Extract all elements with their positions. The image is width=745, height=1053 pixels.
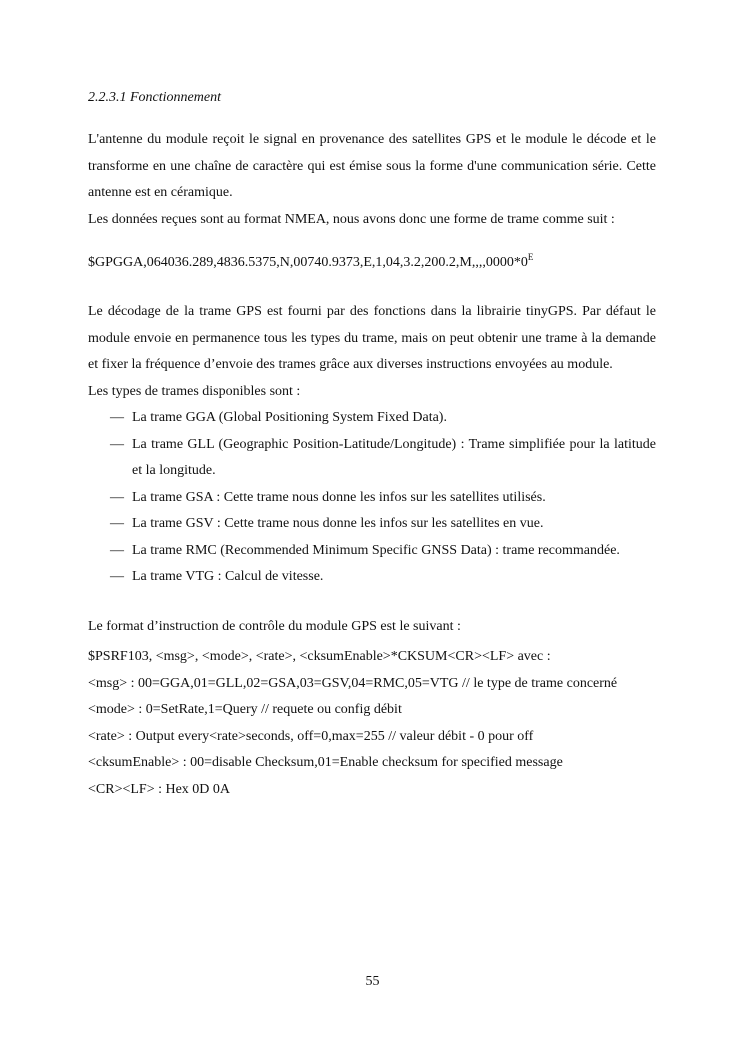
dash-bullet-icon: — — [110, 489, 124, 505]
list-item-text: La trame GGA (Global Positioning System Fixed Data). — [132, 410, 447, 425]
example-frame-text: $GPGGA,064036.289,4836.5375,N,00740.9373,E,1,04,3.2,200.2,M,,,,0000*0 — [88, 255, 528, 270]
list-item-text: La trame GSA : Cette trame nous donne les infos sur les satellites utilisés. — [132, 489, 546, 505]
list-item-text: La trame RMC (Recommended Minimum Specific GNSS Data) : trame recommandée. — [132, 542, 620, 558]
decoding-paragraph: Le décodage de la trame GPS est fourni par des fonctions dans la librairie tinyGPS. Par défaut le module envoie en permanence tous les types du trame, mais on peut obtenir une trame à la demande et fixer la fréquence d’envoie des trames grâce aux diverses instructions envoyées au module. — [88, 304, 656, 372]
example-nmea-frame — [88, 250, 656, 276]
dash-bullet-icon: — — [110, 436, 124, 452]
list-item — [88, 538, 656, 565]
instruction-rate-line: <rate> : Output every<rate>seconds, off=0,max=255 // valeur débit - 0 pour off — [88, 728, 534, 744]
list-item — [88, 564, 656, 591]
list-item-text: La trame GLL (Geographic Position-Latitude/Longitude) : Trame simplifiée pour la latitude et la longitude. — [132, 436, 656, 478]
nmea-format-paragraph: Les données reçues sont au format NMEA, nous avons donc une forme de trame comme suit : — [88, 211, 615, 227]
list-item — [88, 485, 656, 512]
list-item-text: La trame GSV : Cette trame nous donne les infos sur les satellites en vue. — [132, 516, 544, 531]
list-item-text: La trame VTG : Calcul de vitesse. — [132, 569, 324, 584]
list-item — [88, 432, 656, 485]
instruction-syntax-line: $PSRF103, <msg>, <mode>, <rate>, <cksumEnable>*CKSUM<CR><LF> avec : — [88, 649, 551, 664]
instruction-mode-line: <mode> : 0=SetRate,1=Query // requete ou config débit — [88, 702, 402, 717]
frame-types-list — [88, 405, 656, 591]
frame-types-intro: Les types de trames disponibles sont : — [88, 383, 301, 399]
example-frame-superscript: E — [527, 252, 534, 262]
dash-bullet-icon: — — [110, 542, 124, 558]
instruction-intro: Le format d’instruction de contrôle du module GPS est le suivant : — [88, 618, 461, 634]
instruction-crlf-line: <CR><LF> : Hex 0D 0A — [88, 781, 231, 797]
intro-paragraph: L'antenne du module reçoit le signal en provenance des satellites GPS et le module le décode et le transforme en une chaîne de caractère qui est émise sous la forme d'une communication série. Cette antenne est en céramique. — [88, 132, 656, 200]
page-number: 55 — [365, 974, 380, 989]
instruction-cksum-line: <cksumEnable> : 00=disable Checksum,01=Enable checksum for specified message — [88, 755, 563, 770]
list-item — [88, 511, 656, 538]
dash-bullet-icon: — — [110, 516, 124, 531]
section-heading: 2.2.3.1 Fonctionnement — [88, 90, 221, 105]
document-page — [88, 86, 656, 803]
instruction-msg-line: <msg> : 00=GGA,01=GLL,02=GSA,03=GSV,04=RMC,05=VTG // le type de trame concerné — [88, 675, 618, 691]
list-item — [88, 405, 656, 432]
dash-bullet-icon: — — [110, 569, 124, 584]
dash-bullet-icon: — — [110, 410, 124, 425]
